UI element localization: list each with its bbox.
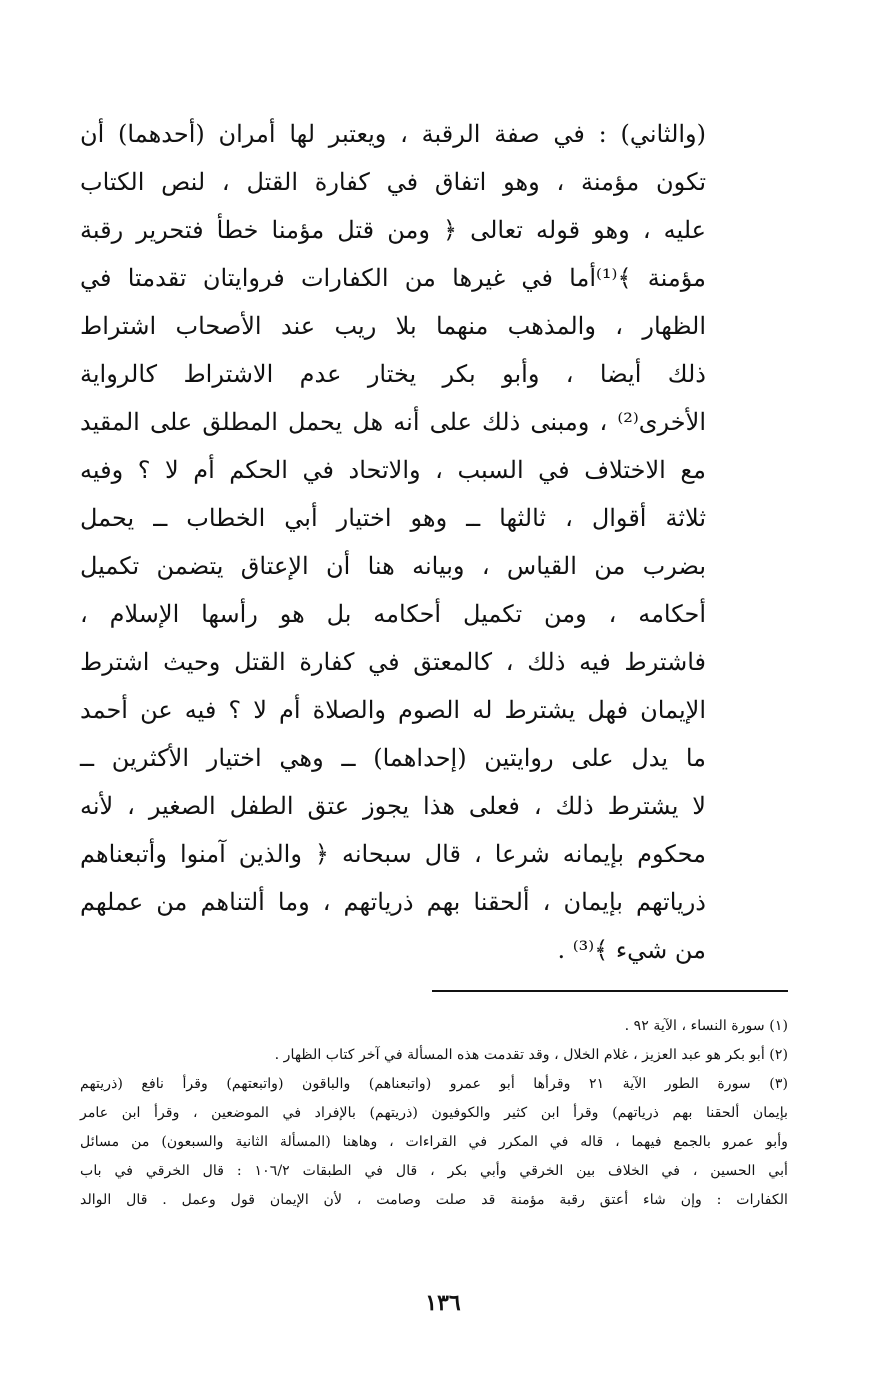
text-line: من شيء ﴾⁽³⁾ . xyxy=(557,936,706,964)
text-line: عليه ، وهو قوله تعالى ﴿ ومن قتل مؤمنا خطأ فتحرير رقبة xyxy=(80,216,706,244)
footnote-line: (٢) أبو بكر هو عبد العزيز ، غلام الخلال ، وقد تقدمت هذه المسألة في آخر كتاب الظهار . xyxy=(274,1047,788,1063)
text-line: الإيمان فهل يشترط له الصوم والصلاة أم لا ؟ فيه عن أحمد xyxy=(80,696,706,724)
footnote-line: وأبو عمرو بالجمع فيهما ، قاله في المكرر في القراءات ، وهاهنا (المسألة الثانية والسبعون) من مسائل xyxy=(80,1134,788,1150)
text-line: ما يدل على روايتين (إحداهما) ــ وهي اختيار الأكثرين ــ xyxy=(80,744,706,772)
footnote-line: الكفارات : وإن شاء أعتق رقبة مؤمنة قد صلت وصامت ، لأن الإيمان قول وعمل . قال الوالد xyxy=(80,1192,788,1208)
page-number: ١٣٦ xyxy=(425,1290,461,1316)
text-line: الأخرى⁽²⁾ ، ومبنى ذلك على أنه هل يحمل المطلق على المقيد xyxy=(80,408,706,436)
text-line: أحكامه ، ومن تكميل أحكامه بل هو رأسها الإسلام ، xyxy=(80,600,706,628)
text-line: لا يشترط ذلك ، فعلى هذا يجوز عتق الطفل الصغير ، لأنه xyxy=(80,792,706,820)
footnotes xyxy=(80,1012,788,1215)
text-line: ثلاثة أقوال ، ثالثها ــ وهو اختيار أبي الخطاب ــ يحمل xyxy=(80,504,706,532)
text-line: ذلك أيضا ، وأبو بكر يختار عدم الاشتراط كالرواية xyxy=(80,360,706,388)
text-line: مؤمنة ﴾⁽¹⁾أما في غيرها من الكفارات فروايتان تقدمتا في xyxy=(80,264,706,292)
text-line: تكون مؤمنة ، وهو اتفاق في كفارة القتل ، لنص الكتاب xyxy=(80,168,706,196)
footnote-line: (١) سورة النساء ، الآية ٩٢ . xyxy=(624,1018,788,1034)
text-line: مع الاختلاف في السبب ، والاتحاد في الحكم أم لا ؟ وفيه xyxy=(80,456,706,484)
text-line: فاشترط فيه ذلك ، كالمعتق في كفارة القتل وحيث اشترط xyxy=(80,648,706,676)
footnote-line: بإيمان ألحقنا بهم ذرياتهم) وقرأ ابن كثير والكوفيون (ذريتهم) بالإفراد في الموضعين ، وقرأ ابن عامر xyxy=(80,1105,788,1121)
text-line: ذرياتهم بإيمان ، ألحقنا بهم ذرياتهم ، وما ألتناهم من عملهم xyxy=(80,888,706,916)
footnote-separator xyxy=(432,990,788,992)
text-line: الظهار ، والمذهب منهما بلا ريب عند الأصحاب اشتراط xyxy=(80,312,706,340)
footnote-line: أبي الحسين ، في الخلاف بين الخرقي وأبي بكر ، قال في الطبقات ١٠٦/٢ : قال الخرقي في باب xyxy=(80,1163,788,1179)
footnote-line: (٣) سورة الطور الآية ٢١ وقرأها أبو عمرو (واتبعناهم) والباقون (واتبعتهم) وقرأ نافع (ذريتهم xyxy=(80,1076,789,1092)
main-text xyxy=(80,110,706,974)
text-line: (والثاني) : في صفة الرقبة ، ويعتبر لها أمران (أحدهما) أن xyxy=(80,120,706,148)
text-line: بضرب من القياس ، وبيانه هنا أن الإعتاق يتضمن تكميل xyxy=(80,552,706,580)
text-line: محكوم بإيمانه شرعا ، قال سبحانه ﴿ والذين آمنوا وأتبعناهم xyxy=(80,840,706,868)
